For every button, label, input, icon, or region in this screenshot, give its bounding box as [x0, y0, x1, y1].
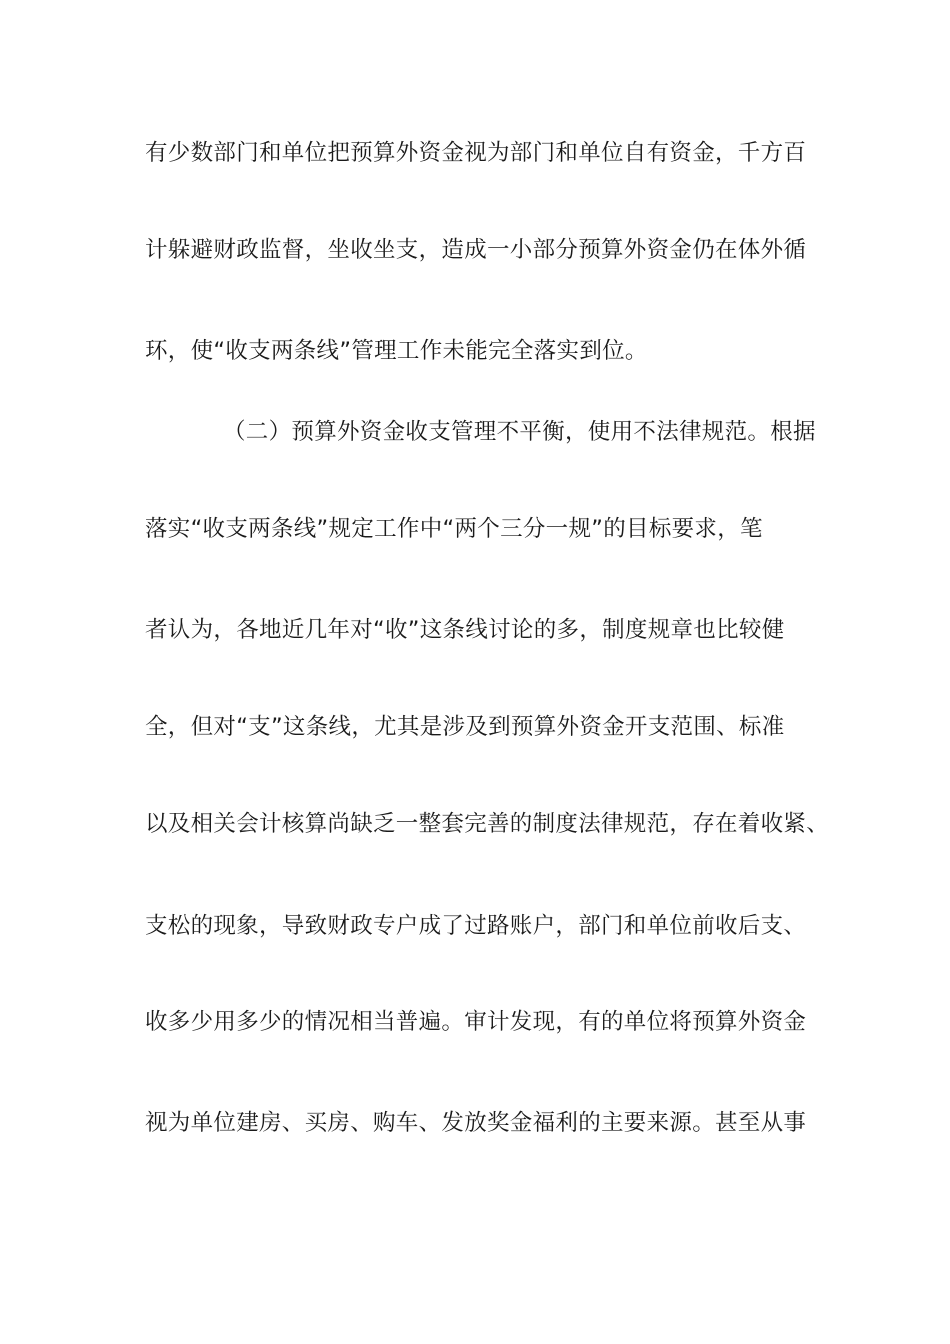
paragraph-line: 以及相关会计核算尚缺乏一整套完善的制度法律规范，存在着收紧、 — [145, 811, 830, 837]
paragraph-line: 者认为，各地近几年对“收”这条线讨论的多，制度规章也比较健 — [145, 617, 785, 643]
paragraph-line: 支松的现象，导致财政专户成了过路账户，部门和单位前收后支、 — [145, 913, 807, 939]
paragraph-line: 视为单位建房、买房、购车、发放奖金福利的主要来源。甚至从事 — [145, 1110, 807, 1136]
paragraph-line: 有少数部门和单位把预算外资金视为部门和单位自有资金，千方百 — [145, 140, 807, 166]
paragraph-line: 全，但对“支”这条线，尤其是涉及到预算外资金开支范围、标准 — [145, 714, 785, 740]
paragraph-line: 计躲避财政监督，坐收坐支，造成一小部分预算外资金仍在体外循 — [145, 237, 807, 263]
paragraph-line: 落实“收支两条线”规定工作中“两个三分一规”的目标要求，笔 — [145, 516, 763, 542]
paragraph-line: 收多少用多少的情况相当普遍。审计发现，有的单位将预算外资金 — [145, 1009, 807, 1035]
section-heading-line: （二）预算外资金收支管理不平衡，使用不法律规范。根据 — [223, 419, 816, 445]
paragraph-line: 环，使“收支两条线”管理工作未能完全落实到位。 — [145, 338, 648, 364]
